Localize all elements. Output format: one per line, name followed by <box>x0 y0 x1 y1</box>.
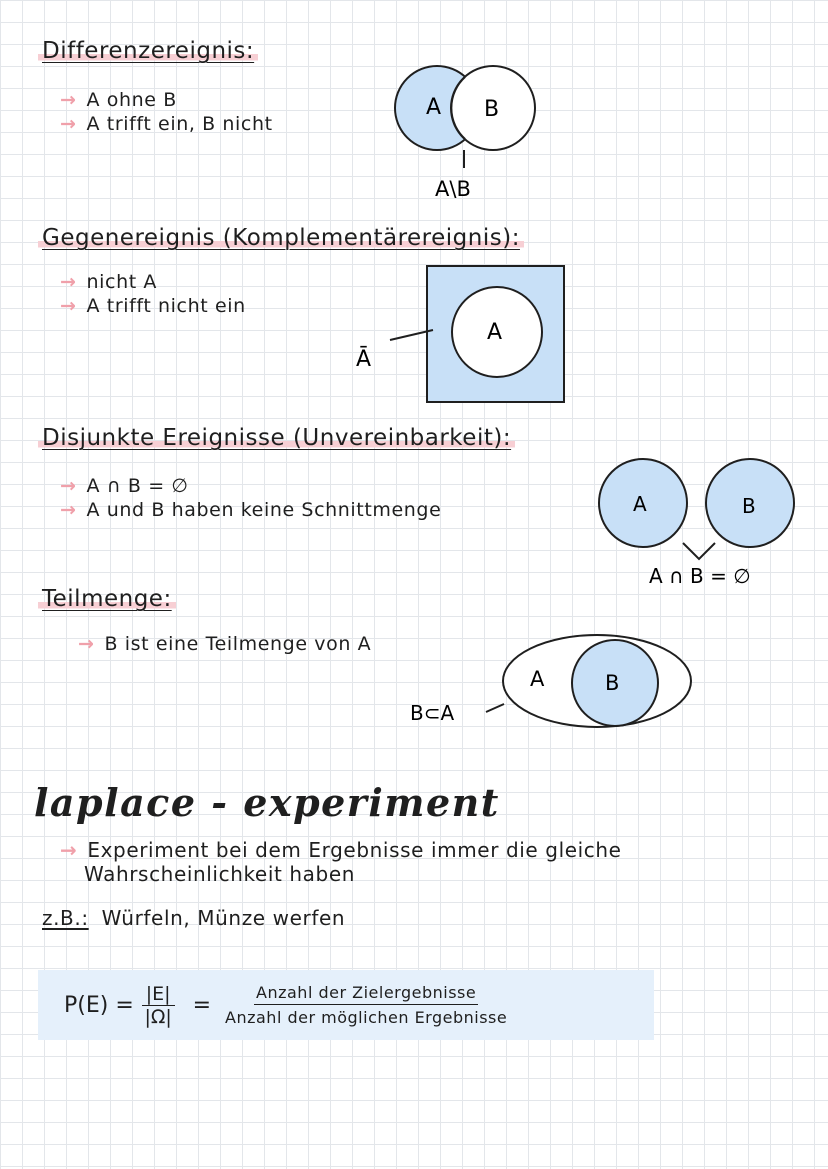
heading-disjoint: Disjunkte Ereignisse (Unvereinbarkeit): <box>38 425 515 451</box>
heading-subset: Teilmenge: <box>38 586 176 612</box>
label-b: B <box>605 671 620 695</box>
arrow-icon: → <box>60 271 77 293</box>
page-title-laplace: laplace - experiment <box>34 780 500 825</box>
label-a: A <box>426 95 442 120</box>
arrow-icon: → <box>60 295 77 317</box>
laplace-definition: → Experiment bei dem Ergebnisse immer die gleiche Wahrscheinlichkeit haben <box>60 838 622 886</box>
disjoint-bullets <box>60 474 441 522</box>
list-item: → A trifft nicht ein <box>60 295 246 317</box>
list-item: → A ohne B <box>60 89 177 111</box>
laplace-formula <box>38 970 654 1040</box>
arrow-icon: → <box>60 475 77 497</box>
arrow-icon: → <box>78 633 95 655</box>
formula-equals: = <box>192 992 212 1018</box>
list-item: → A ∩ B = ∅ <box>60 475 189 497</box>
list-item: → B ist eine Teilmenge von A <box>78 633 372 655</box>
disjoint-result-label: A ∩ B = ∅ <box>649 564 751 588</box>
arrow-icon: → <box>60 89 77 111</box>
label-a: A <box>633 492 647 516</box>
formula-lhs: P(E) = <box>64 992 134 1018</box>
list-item: → A trifft ein, B nicht <box>60 113 273 135</box>
label-b: B <box>484 97 500 122</box>
subset-venn-diagram <box>400 628 700 728</box>
example-text: Würfeln, Münze werfen <box>101 906 346 930</box>
subset-bullets <box>78 632 371 656</box>
subset-result-label: B⊂A <box>410 701 455 725</box>
label-a: A <box>530 667 545 691</box>
list-item: → nicht A <box>60 271 158 293</box>
heading-complement: Gegenereignis (Komplementärereignis): <box>38 225 524 251</box>
difference-venn-diagram <box>380 50 560 210</box>
complement-venn-diagram <box>340 260 580 410</box>
arrow-icon: → <box>60 838 78 862</box>
difference-bullets <box>60 88 273 136</box>
label-b: B <box>742 494 756 518</box>
complement-bullets <box>60 270 246 318</box>
arrow-icon: → <box>60 499 77 521</box>
label-a: A <box>487 320 503 345</box>
laplace-example <box>42 906 345 930</box>
arrow-icon: → <box>60 113 77 135</box>
difference-result-label: A\B <box>435 177 471 201</box>
example-label: z.B.: <box>42 906 89 930</box>
list-item: → A und B haben keine Schnittmenge <box>60 499 442 521</box>
formula-fraction: $\frac{|E|}{|\Omega|}$ <box>142 983 175 1028</box>
heading-difference: Differenzereignis: <box>38 38 258 64</box>
formula-word-fraction: $\frac{\text{Anzahl der Zielergebnisse}}{\text{Anzahl der möglichen Ergebnisse}}$ <box>225 983 508 1027</box>
complement-label: Ā <box>356 347 372 372</box>
disjoint-venn-diagram <box>595 455 805 595</box>
